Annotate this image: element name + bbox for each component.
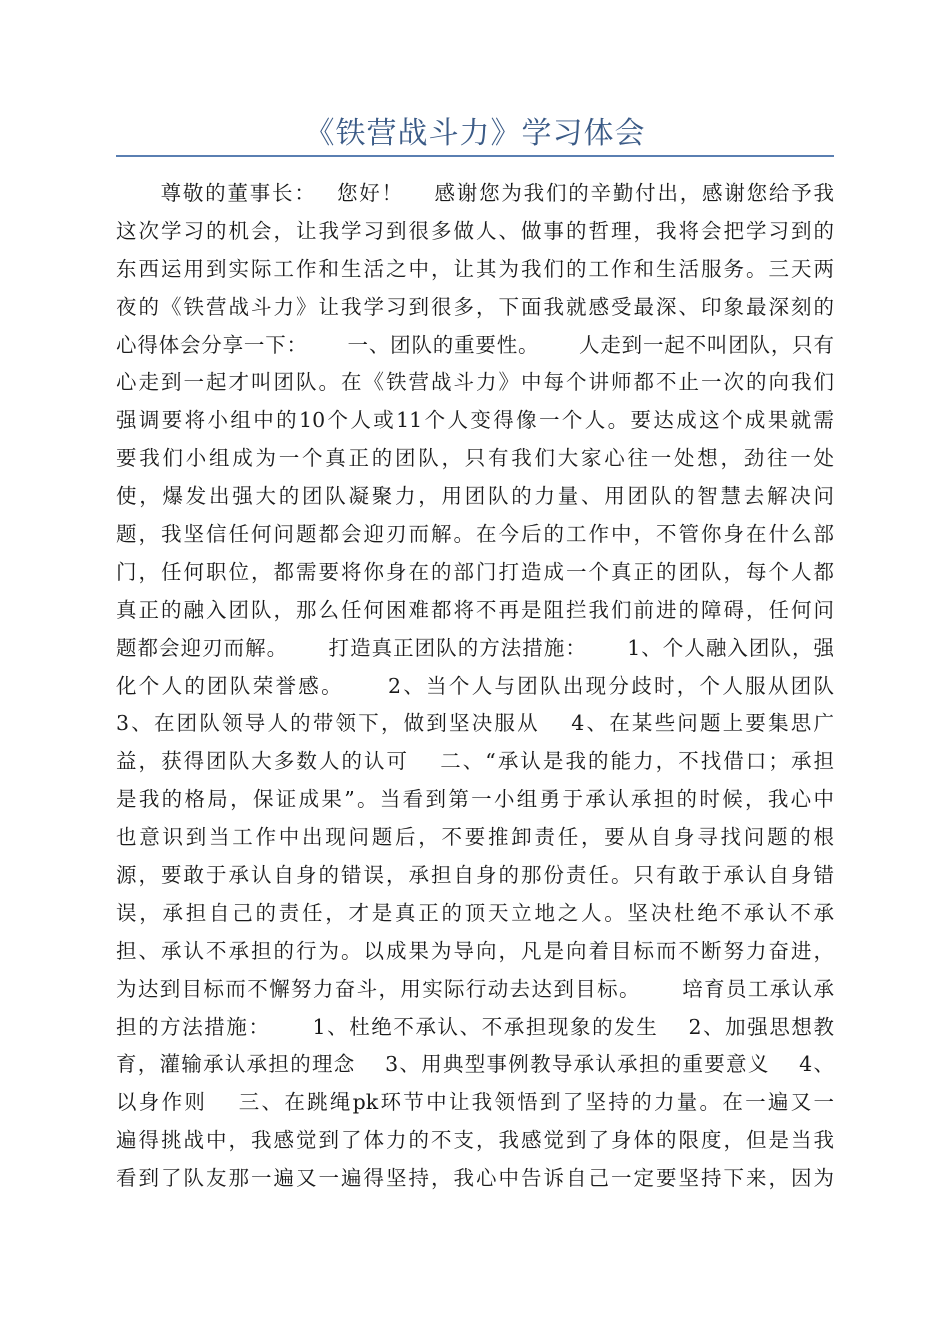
body-line: 心得体会分享一下： 一、团队的重要性。 人走到一起不叫团队，只有 — [116, 332, 834, 357]
body-line: 以身作则 三、在跳绳pk环节中让我领悟到了坚持的力量。在一遍又一 — [116, 1090, 834, 1115]
body-line: 遍得挑战中，我感觉到了体力的不支，我感觉到了身体的限度，但是当我 — [116, 1128, 834, 1153]
body-line: 源，要敢于承认自身的错误，承担自身的那份责任。只有敢于承认自身错 — [116, 863, 834, 888]
body-line: 这次学习的机会，让我学习到很多做人、做事的哲理，我将会把学习到的 — [116, 218, 834, 243]
document-title: 《铁营战斗力》学习体会 — [304, 116, 646, 151]
body-line: 为达到目标而不懈努力奋斗，用实际行动去达到目标。 培育员工承认承 — [116, 976, 834, 1001]
body-line: 题都会迎刃而解。 打造真正团队的方法措施： 1、个人融入团队，强 — [116, 635, 834, 660]
body-line: 尊敬的董事长： 您好！ 感谢您为我们的辛勤付出，感谢您给予我 — [116, 181, 834, 205]
body-line: 门，任何职位，都需要将你身在的部门打造成一个真正的团队，每个人都 — [116, 559, 834, 584]
body-line: 担的方法措施： 1、杜绝不承认、不承担现象的发生 2、加强思想教 — [116, 1014, 834, 1039]
body-line: 夜的《铁营战斗力》让我学习到很多，下面我就感受最深、印象最深刻的 — [116, 294, 834, 319]
body-line: 看到了队友那一遍又一遍得坚持，我心中告诉自己一定要坚持下来，因为 — [116, 1166, 834, 1191]
body-line: 也意识到当工作中出现问题后，不要推卸责任，要从自身寻找问题的根 — [116, 825, 834, 850]
body-line: 育，灌输承认承担的理念 3、用典型事例教导承认承担的重要意义 4、 — [116, 1052, 834, 1077]
body-line: 益，获得团队大多数人的认可 二、“承认是我的能力，不找借口；承担 — [116, 749, 834, 774]
body-line: 题，我坚信任何问题都会迎刃而解。在今后的工作中，不管你身在什么部 — [116, 522, 834, 547]
body-line: 心走到一起才叫团队。在《铁营战斗力》中每个讲师都不止一次的向我们 — [116, 370, 834, 395]
body-line: 要我们小组成为一个真正的团队，只有我们大家心往一处想，劲往一处 — [116, 446, 834, 471]
body-line: 误，承担自己的责任，才是真正的顶天立地之人。坚决杜绝不承认不承 — [116, 900, 834, 925]
title-underline — [116, 155, 834, 157]
body-line: 使，爆发出强大的团队凝聚力，用团队的力量、用团队的智慧去解决问 — [116, 484, 834, 509]
body-line: 是我的格局，保证成果”。当看到第一小组勇于承认承担的时候，我心中 — [116, 787, 834, 812]
body-line: 3、在团队领导人的带领下，做到坚决服从 4、在某些问题上要集思广 — [116, 711, 834, 736]
body-line: 东西运用到实际工作和生活之中，让其为我们的工作和生活服务。三天两 — [116, 256, 834, 281]
body-line: 真正的融入团队，那么任何困难都将不再是阻拦我们前进的障碍，任何问 — [116, 597, 834, 622]
body-line: 强调要将小组中的10个人或11个人变得像一个人。要达成这个成果就需 — [116, 408, 834, 433]
document-body — [116, 175, 834, 1220]
body-line: 担、承认不承担的行为。以成果为导向，凡是向着目标而不断努力奋进， — [116, 938, 834, 963]
body-line: 化个人的团队荣誉感。 2、当个人与团队出现分歧时，个人服从团队 — [116, 673, 834, 698]
